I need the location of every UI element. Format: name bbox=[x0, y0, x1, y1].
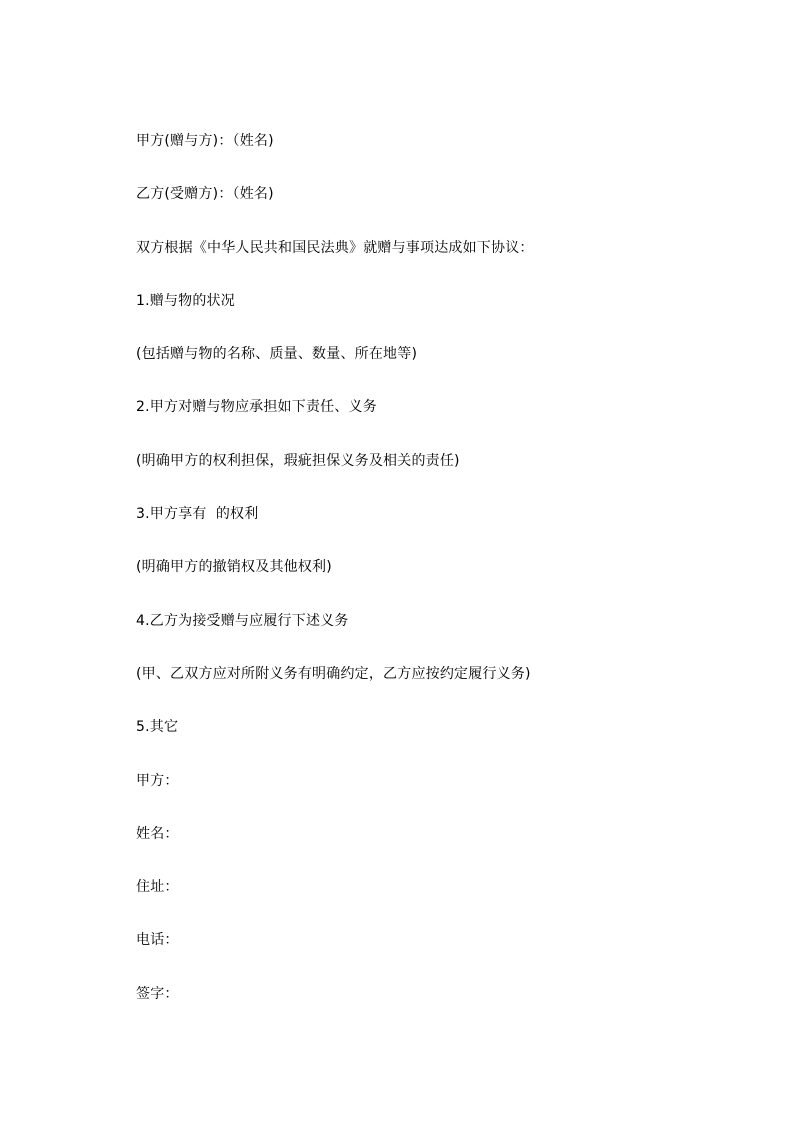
section-4-heading: 4.乙方为接受赠与应履行下述义务 bbox=[136, 612, 349, 629]
phone-field-label: 电话： bbox=[136, 932, 179, 949]
party-a-signature-label: 甲方： bbox=[136, 772, 179, 789]
name-field-label: 姓名： bbox=[136, 825, 179, 842]
agreement-intro: 双方根据《中华人民共和国民法典》就赠与事项达成如下协议： bbox=[136, 239, 534, 256]
section-1-heading: 1.赠与物的状况 bbox=[136, 292, 235, 309]
address-field-label: 住址： bbox=[136, 879, 179, 896]
section-2-heading: 2.甲方对赠与物应承担如下责任、义务 bbox=[136, 399, 377, 416]
party-b-line: 乙方(受赠方)：（姓名) bbox=[136, 186, 274, 203]
party-a-line: 甲方(赠与方)：（姓名) bbox=[136, 133, 274, 149]
document-body bbox=[136, 128, 756, 1034]
section-3-note: (明确甲方的撤销权及其他权利) bbox=[136, 559, 332, 576]
signature-field-label: 签字： bbox=[136, 985, 179, 1002]
section-1-note: (包括赠与物的名称、质量、数量、所在地等) bbox=[136, 346, 418, 363]
section-5-heading: 5.其它 bbox=[136, 719, 179, 736]
section-4-note: (甲、乙双方应对所附义务有明确约定，乙方应按约定履行义务) bbox=[136, 665, 531, 682]
section-2-note: (明确甲方的权利担保，瑕疵担保义务及相关的责任) bbox=[136, 452, 460, 469]
section-3-heading: 3.甲方享有 的权利 bbox=[136, 506, 259, 523]
